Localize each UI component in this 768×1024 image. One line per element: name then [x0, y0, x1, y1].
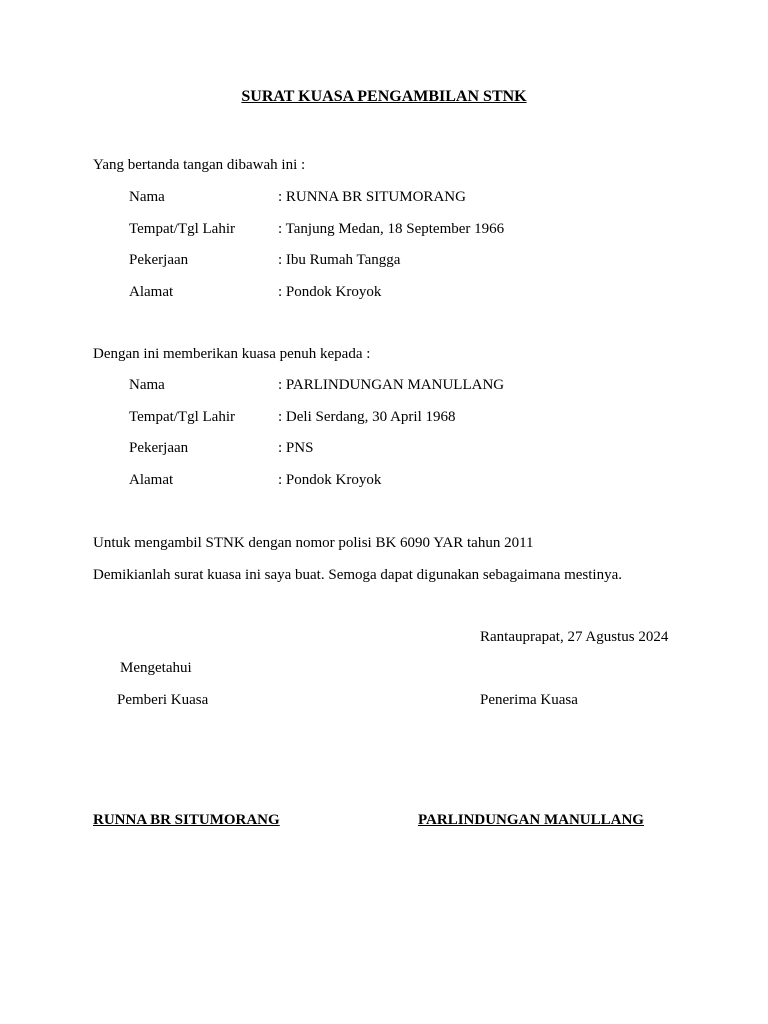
grantor-role-label: Pemberi Kuasa — [117, 692, 209, 708]
grantor-job-label: Pekerjaan — [129, 252, 189, 268]
grantor-name-label: Nama — [129, 189, 165, 205]
grantor-intro: Yang bertanda tangan dibawah ini : — [93, 157, 306, 173]
document-title: SURAT KUASA PENGAMBILAN STNK — [241, 88, 527, 105]
grantee-birth-label: Tempat/Tgl Lahir — [129, 409, 235, 425]
grantor-address-label: Alamat — [129, 284, 174, 300]
grantee-intro: Dengan ini memberikan kuasa penuh kepada : — [93, 346, 371, 362]
grantee-address-label: Alamat — [129, 472, 174, 488]
acknowledged-label: Mengetahui — [120, 660, 192, 676]
grantee-name-value: : PARLINDUNGAN MANULLANG — [278, 377, 505, 393]
grantee-birth-value: : Deli Serdang, 30 April 1968 — [278, 409, 456, 425]
grantee-role-label: Penerima Kuasa — [480, 692, 578, 708]
grantor-birth-value: : Tanjung Medan, 18 September 1966 — [278, 221, 505, 237]
grantee-job-value: : PNS — [278, 440, 314, 456]
grantee-signature-name: PARLINDUNGAN MANULLANG — [418, 812, 644, 828]
grantee-job-label: Pekerjaan — [129, 440, 189, 456]
purpose-statement: Untuk mengambil STNK dengan nomor polisi BK 6090 YAR tahun 2011 — [93, 535, 534, 551]
grantor-name-value: : RUNNA BR SITUMORANG — [278, 189, 466, 205]
grantor-job-value: : Ibu Rumah Tangga — [278, 252, 401, 268]
closing-statement: Demikianlah surat kuasa ini saya buat. Semoga dapat digunakan sebagaimana mestinya. — [93, 567, 623, 583]
grantor-birth-label: Tempat/Tgl Lahir — [129, 221, 235, 237]
place-date: Rantauprapat, 27 Agustus 2024 — [480, 629, 669, 645]
grantor-signature-name: RUNNA BR SITUMORANG — [93, 812, 280, 828]
grantor-address-value: : Pondok Kroyok — [278, 284, 382, 300]
grantee-name-label: Nama — [129, 377, 165, 393]
grantee-address-value: : Pondok Kroyok — [278, 472, 382, 488]
